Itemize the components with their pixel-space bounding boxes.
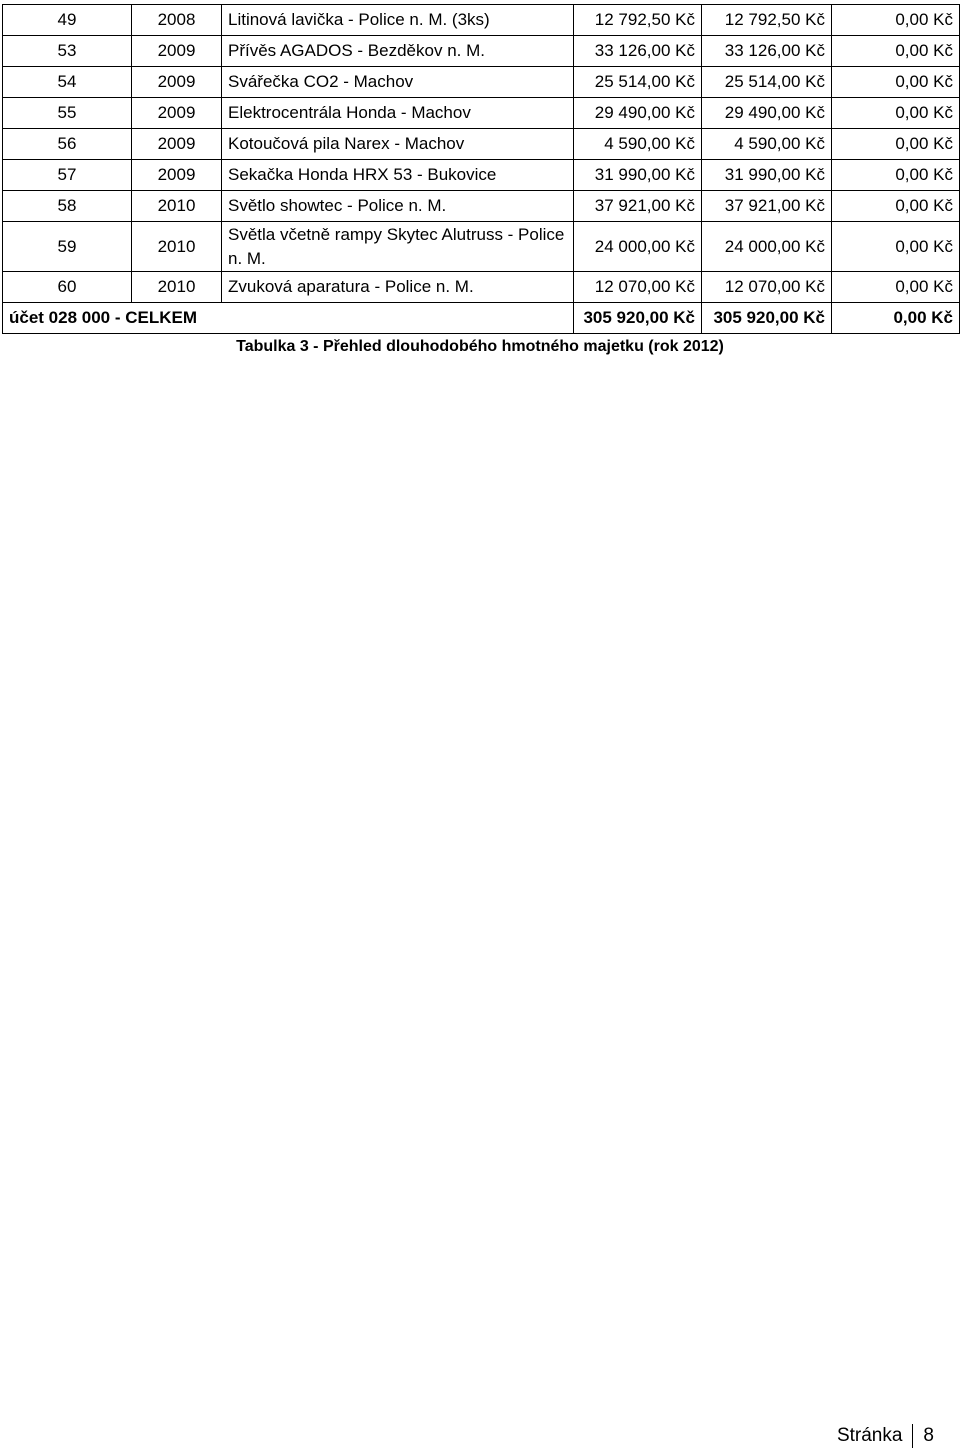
row-value-1: 24 000,00 Kč <box>574 222 702 272</box>
row-value-2: 25 514,00 Kč <box>702 67 832 98</box>
row-description: Světla včetně rampy Skytec Alutruss - Police n. M. <box>222 222 574 272</box>
row-value-3: 0,00 Kč <box>832 98 960 129</box>
row-value-3: 0,00 Kč <box>832 129 960 160</box>
table-row <box>3 36 960 67</box>
row-value-1: 33 126,00 Kč <box>574 36 702 67</box>
row-value-2: 24 000,00 Kč <box>702 222 832 272</box>
table-row <box>3 191 960 222</box>
row-number: 53 <box>3 36 132 67</box>
row-value-2: 29 490,00 Kč <box>702 98 832 129</box>
row-value-3: 0,00 Kč <box>832 160 960 191</box>
row-number: 49 <box>3 5 132 36</box>
row-value-2: 12 070,00 Kč <box>702 272 832 303</box>
row-number: 58 <box>3 191 132 222</box>
row-description: Elektrocentrála Honda - Machov <box>222 98 574 129</box>
row-number: 54 <box>3 67 132 98</box>
row-year: 2009 <box>132 129 222 160</box>
table-row <box>3 160 960 191</box>
row-value-2: 31 990,00 Kč <box>702 160 832 191</box>
row-number: 56 <box>3 129 132 160</box>
row-value-1: 29 490,00 Kč <box>574 98 702 129</box>
table-row <box>3 98 960 129</box>
row-value-3: 0,00 Kč <box>832 222 960 272</box>
row-value-1: 4 590,00 Kč <box>574 129 702 160</box>
row-number: 59 <box>3 222 132 272</box>
row-year: 2009 <box>132 36 222 67</box>
row-description: Litinová lavička - Police n. M. (3ks) <box>222 5 574 36</box>
table-row <box>3 222 960 272</box>
total-value-2: 305 920,00 Kč <box>702 303 832 334</box>
page-number: 8 <box>923 1425 934 1446</box>
row-description: Přívěs AGADOS - Bezděkov n. M. <box>222 36 574 67</box>
row-value-1: 37 921,00 Kč <box>574 191 702 222</box>
row-value-3: 0,00 Kč <box>832 5 960 36</box>
row-value-1: 31 990,00 Kč <box>574 160 702 191</box>
row-value-3: 0,00 Kč <box>832 36 960 67</box>
row-description: Světlo showtec - Police n. M. <box>222 191 574 222</box>
row-value-2: 37 921,00 Kč <box>702 191 832 222</box>
row-value-1: 12 070,00 Kč <box>574 272 702 303</box>
row-number: 60 <box>3 272 132 303</box>
row-number: 55 <box>3 98 132 129</box>
row-value-2: 4 590,00 Kč <box>702 129 832 160</box>
row-year: 2010 <box>132 191 222 222</box>
row-value-3: 0,00 Kč <box>832 67 960 98</box>
row-description: Svářečka CO2 - Machov <box>222 67 574 98</box>
footer-divider <box>912 1424 913 1448</box>
row-description: Zvuková aparatura - Police n. M. <box>222 272 574 303</box>
row-value-3: 0,00 Kč <box>832 191 960 222</box>
row-year: 2009 <box>132 67 222 98</box>
page-footer <box>837 1424 934 1448</box>
total-label: účet 028 000 - CELKEM <box>3 303 574 334</box>
row-description: Kotoučová pila Narex - Machov <box>222 129 574 160</box>
row-value-3: 0,00 Kč <box>832 272 960 303</box>
page-label: Stránka <box>836 1425 903 1446</box>
row-year: 2010 <box>132 222 222 272</box>
row-value-2: 12 792,50 Kč <box>702 5 832 36</box>
row-year: 2009 <box>132 98 222 129</box>
row-value-2: 33 126,00 Kč <box>702 36 832 67</box>
row-number: 57 <box>3 160 132 191</box>
table-row <box>3 272 960 303</box>
row-description: Sekačka Honda HRX 53 - Bukovice <box>222 160 574 191</box>
row-year: 2009 <box>132 160 222 191</box>
table-row <box>3 5 960 36</box>
row-year: 2010 <box>132 272 222 303</box>
asset-table <box>2 4 960 334</box>
total-value-3: 0,00 Kč <box>832 303 960 334</box>
table-row <box>3 129 960 160</box>
table-row <box>3 67 960 98</box>
row-year: 2008 <box>132 5 222 36</box>
table-caption: Tabulka 3 - Přehled dlouhodobého hmotného majetku (rok 2012) <box>236 338 724 355</box>
row-value-1: 12 792,50 Kč <box>574 5 702 36</box>
total-value-1: 305 920,00 Kč <box>574 303 702 334</box>
total-row <box>3 303 960 334</box>
row-value-1: 25 514,00 Kč <box>574 67 702 98</box>
